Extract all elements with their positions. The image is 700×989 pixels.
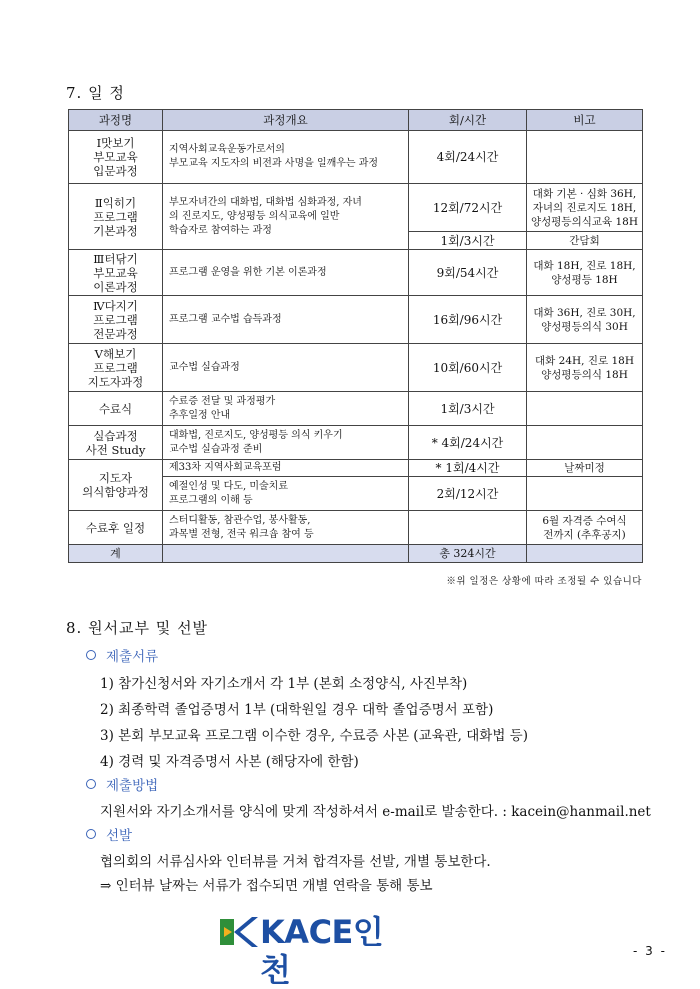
header-course: 과정명 [69,110,163,131]
course-desc: 프로그램 운영을 위한 기본 이론과정 [163,250,409,296]
total-hours: 총 324시간 [409,545,527,563]
course-hours: 1회/3시간 [409,392,527,426]
section-8-title: 8. 원서교부 및 선발 [66,619,209,637]
header-remarks: 비고 [527,110,643,131]
course-desc: 대화법, 진로지도, 양성평등 의식 키우기 교수법 실습과정 준비 [163,426,409,460]
course-note: 대화 기본 · 심화 36H, 자녀의 진로지도 18H, 양성평등의식교육 18H [527,184,643,232]
course-name: Ⅴ해보기 프로그램 지도자과정 [69,344,163,392]
total-empty [163,545,409,563]
circle-bullet-icon [86,650,96,660]
course-desc: 부모자녀간의 대화법, 대화법 심화과정, 자녀 의 진로지도, 양성평등 의식교육에 일반 학습자로 참여하는 과정 [163,184,409,250]
section-7-title: 7. 일 정 [66,84,125,102]
doc-item: 4) 경력 및 자격증명서 사본 (해당자에 한함) [100,754,359,770]
total-label: 계 [69,545,163,563]
course-name: 수료후 일정 [69,511,163,545]
course-hours: 4회/24시간 [409,131,527,184]
footnote: ※위 일정은 상황에 따라 조정될 수 있습니다 [446,576,642,587]
course-desc: 제33차 지역사회교육포럼 [163,460,409,477]
circle-bullet-icon [86,779,96,789]
course-hours: * 1회/4시간 [409,460,527,477]
table-row [69,392,643,426]
doc-item: 2) 최종학력 졸업증명서 1부 (대학원일 경우 대학 졸업증명서 포함) [100,702,494,718]
course-desc: 수료증 전달 및 과정평가 추후일정 안내 [163,392,409,426]
table-header-row [69,110,643,131]
method-subtitle: 제출방법 [86,774,158,794]
circle-bullet-icon [86,829,96,839]
course-note [527,392,643,426]
selection-text: 협의회의 서류심사와 인터뷰를 거쳐 합격자를 선발, 개별 통보한다. [100,854,491,870]
course-name: Ⅰ맛보기 부모교육 입문과정 [69,131,163,184]
course-desc: 지역사회교육운동가로서의 부모교육 지도자의 비전과 사명을 일깨우는 과정 [163,131,409,184]
course-note: 대화 36H, 진로 30H, 양성평등의식 30H [527,296,643,344]
kace-logo [218,913,408,989]
total-empty-note [527,545,643,563]
selection-subtitle: 선발 [86,824,132,844]
total-row [69,545,643,563]
doc-item: 3) 본회 부모교육 프로그램 이수한 경우, 수료증 사본 (교육관, 대화법 등) [100,728,528,744]
course-hours: 2회/12시간 [409,477,527,511]
course-note: 날짜미정 [527,460,643,477]
course-note [527,477,643,511]
course-name: Ⅳ다지기 프로그램 전문과정 [69,296,163,344]
kace-logo-mark-icon [218,915,258,949]
course-hours: 16회/96시간 [409,296,527,344]
table-row [69,296,643,344]
course-note: 6월 자격증 수여식 전까지 (추후공지) [527,511,643,545]
course-name: 지도자 의식함양과정 [69,460,163,511]
course-note: 간담회 [527,232,643,250]
header-overview: 과정개요 [163,110,409,131]
doc-item: 1) 참가신청서와 자기소개서 각 1부 (본회 소정양식, 사진부착) [100,676,468,692]
course-desc: 교수법 실습과정 [163,344,409,392]
course-note: 대화 24H, 진로 18H 양성평등의식 18H [527,344,643,392]
table-row [69,460,643,477]
page-number: - 3 - [633,944,667,958]
course-hours: * 4회/24시간 [409,426,527,460]
course-name: Ⅱ익히기 프로그램 기본과정 [69,184,163,250]
course-name: 수료식 [69,392,163,426]
course-desc: 프로그램 교수법 습득과정 [163,296,409,344]
kace-logo-text: KACE인천 [260,913,384,989]
course-note [527,426,643,460]
table-row [69,344,643,392]
course-name: 실습과정 사전 Study [69,426,163,460]
selection-note: ⇒ 인터뷰 날짜는 서류가 접수되면 개별 연락을 통해 통보 [100,878,433,894]
course-name: Ⅲ터닦기 부모교육 이론과정 [69,250,163,296]
course-desc: 예절인성 및 다도, 미술치료 프로그램의 이해 등 [163,477,409,511]
table-row [69,426,643,460]
course-hours: 9회/54시간 [409,250,527,296]
course-hours: 12회/72시간 [409,184,527,232]
course-desc: 스터디활동, 참관수업, 봉사활동, 과목별 전형, 전국 워크숍 참여 등 [163,511,409,545]
docs-subtitle: 제출서류 [86,645,158,665]
method-text: 지원서와 자기소개서를 양식에 맞게 작성하셔서 e-mail로 발송한다. : kacein@hanmail.net [100,804,651,820]
table-row [69,131,643,184]
table-row [69,250,643,296]
course-note: 대화 18H, 진로 18H, 양성평등 18H [527,250,643,296]
table-row [69,511,643,545]
header-sessions: 회/시간 [409,110,527,131]
course-hours: 1회/3시간 [409,232,527,250]
schedule-table [68,109,643,563]
course-note [527,131,643,184]
course-hours [409,511,527,545]
course-hours: 10회/60시간 [409,344,527,392]
table-row [69,184,643,232]
